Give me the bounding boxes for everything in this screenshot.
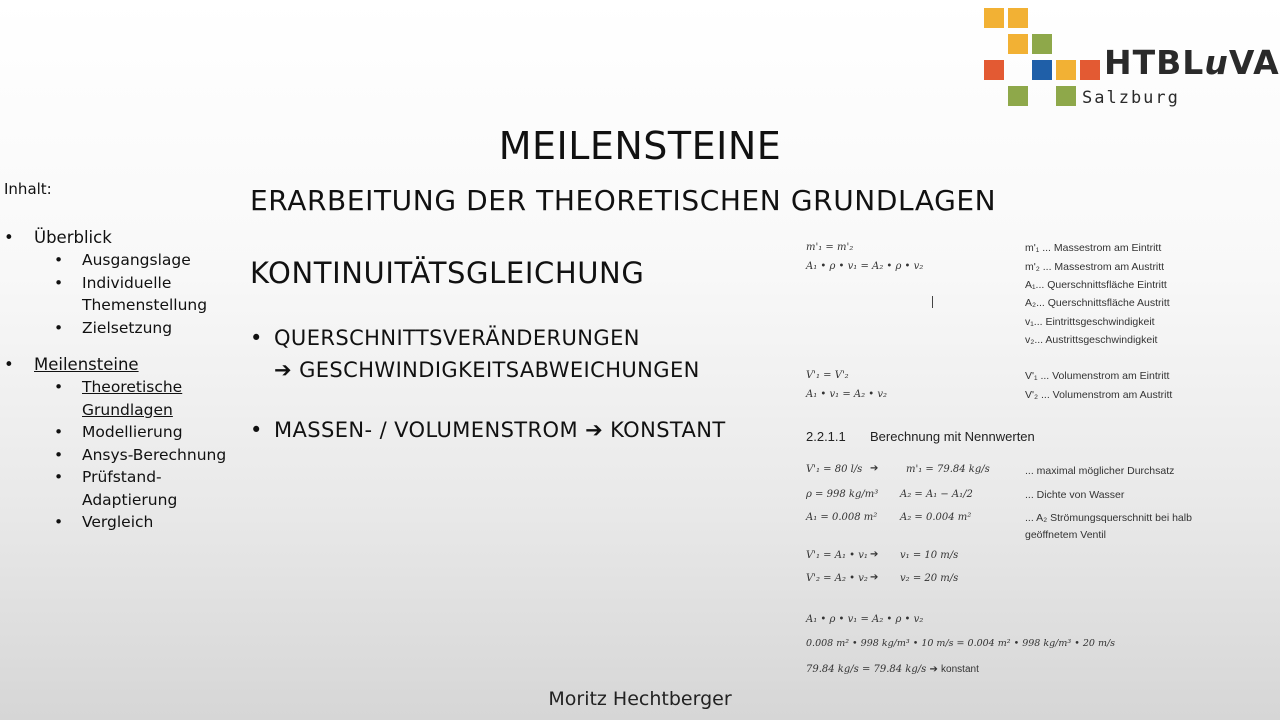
logo-wordmark: HTBLuVA: [1104, 43, 1280, 82]
agenda-sidebar: [4, 180, 244, 534]
agenda-subitem: • Ansys-Berechnung: [4, 444, 244, 467]
agenda-subitem: • Zielsetzung: [4, 317, 244, 340]
formula-description: V'₁ ... Volumenstrom am Eintritt: [1025, 370, 1170, 382]
formula-description: v₂... Austrittsgeschwindigkeit: [1025, 334, 1158, 346]
agenda-subitem: • Individuelle Themenstellung: [4, 272, 222, 317]
formula-description: m'₁ ... Massestrom am Eintritt: [1025, 242, 1162, 254]
formula-description: geöffnetem Ventil: [1025, 529, 1106, 541]
logo-square: [1008, 34, 1028, 54]
logo-square: [1032, 60, 1052, 80]
formula: 0.008 m² • 998 kg/m³ • 10 m/s = 0.004 m² • 998 kg/m³ • 20 m/s: [806, 638, 1116, 649]
formula-description: ... maximal möglicher Durchsatz: [1025, 465, 1175, 477]
logo-square: [1056, 86, 1076, 106]
text-cursor: [932, 296, 933, 308]
formula: A₁ = 0.008 m²: [806, 512, 878, 523]
formula-description: ... A₂ Strömungsquerschnitt bei halb: [1025, 512, 1192, 524]
formula: 79.84 kg/s = 79.84 kg/s ➔ konstant: [806, 664, 979, 675]
agenda-item-milestones: • Meilensteine: [4, 355, 244, 374]
formula-description: A₂... Querschnittsfläche Austritt: [1025, 297, 1170, 309]
logo-square: [1080, 60, 1100, 80]
arrow-right-icon: ➔: [585, 418, 604, 442]
agenda-subitem: • Prüfstand-Adaptierung: [4, 466, 192, 511]
agenda-subitem: • Vergleich: [4, 511, 244, 534]
formula: ρ = 998 kg/m³: [806, 489, 879, 500]
formula-description: V'₂ ... Volumenstrom am Austritt: [1025, 389, 1173, 401]
bullet-text: QUERSCHNITTSVERÄNDERUNGEN: [274, 326, 640, 350]
bullet-flow: [250, 418, 726, 442]
bullet-text: MASSEN- / VOLUMENSTROM: [274, 418, 578, 442]
agenda-heading: Inhalt:: [4, 180, 52, 198]
formula: V'₁ = V'₂: [806, 370, 849, 381]
calc-heading-number: 2.2.1.1: [806, 429, 846, 444]
formula: A₁ • v₁ = A₂ • v₂: [806, 389, 888, 400]
logo-square: [1056, 60, 1076, 80]
formula: V'₁ = A₁ • v₁: [806, 550, 868, 561]
logo-square: [1008, 86, 1028, 106]
formula: A₁ • ρ • v₁ = A₂ • ρ • v₂: [806, 614, 924, 625]
arrow-right-icon: ➔: [870, 463, 879, 474]
formula: V'₂ = A₂ • v₂: [806, 573, 868, 584]
formula: v₁ = 10 m/s: [900, 550, 959, 561]
logo-square: [1008, 8, 1028, 28]
agenda-subitem-current: • Theoretische Grundlagen: [4, 376, 202, 421]
arrow-right-icon: ➔: [274, 358, 292, 382]
presenter-name: Moritz Hechtberger: [548, 688, 732, 710]
logo-square: [984, 60, 1004, 80]
section-heading: KONTINUITÄTSGLEICHUNG: [250, 256, 645, 290]
logo-square: [984, 8, 1004, 28]
agenda-subitem: • Modellierung: [4, 421, 244, 444]
calc-heading: Berechnung mit Nennwerten: [870, 429, 1035, 444]
formula: A₂ = A₁ − A₁/2: [900, 489, 973, 500]
arrow-right-icon: ➔: [870, 572, 879, 583]
agenda-milestones-list: [4, 376, 244, 534]
formula-description: m'₂ ... Massestrom am Austritt: [1025, 261, 1165, 273]
agenda-item-overview: • Überblick: [4, 228, 244, 247]
arrow-right-icon: ➔: [870, 549, 879, 560]
bullet-dot: •: [250, 418, 263, 442]
formula-description: A₁... Querschnittsfläche Eintritt: [1025, 279, 1167, 291]
formula-description: ... Dichte von Wasser: [1025, 489, 1125, 501]
logo-subtext: Salzburg: [1082, 88, 1180, 108]
slide-subtitle: ERARBEITUNG DER THEORETISCHEN GRUNDLAGEN: [250, 184, 997, 217]
formula: A₁ • ρ • v₁ = A₂ • ρ • v₂: [806, 261, 924, 272]
formula: m'₁ = m'₂: [806, 242, 854, 253]
bullet-text: GESCHWINDIGKEITSABWEICHUNGEN: [299, 358, 700, 382]
formula: V'₁ = 80 l/s: [806, 464, 863, 475]
agenda-overview-list: [4, 249, 244, 339]
formula-image: [806, 238, 1206, 678]
bullet-dot: •: [250, 326, 263, 350]
formula: A₂ = 0.004 m²: [900, 512, 972, 523]
logo-square: [1032, 34, 1052, 54]
slide-title: MEILENSTEINE: [498, 124, 782, 168]
formula: v₂ = 20 m/s: [900, 573, 959, 584]
formula: m'₁ = 79.84 kg/s: [906, 464, 990, 475]
bullet-cross-section: [250, 326, 700, 382]
formula-description: v₁... Eintrittsgeschwindigkeit: [1025, 316, 1155, 328]
agenda-subitem: • Ausgangslage: [4, 249, 244, 272]
bullet-text: KONSTANT: [610, 418, 726, 442]
